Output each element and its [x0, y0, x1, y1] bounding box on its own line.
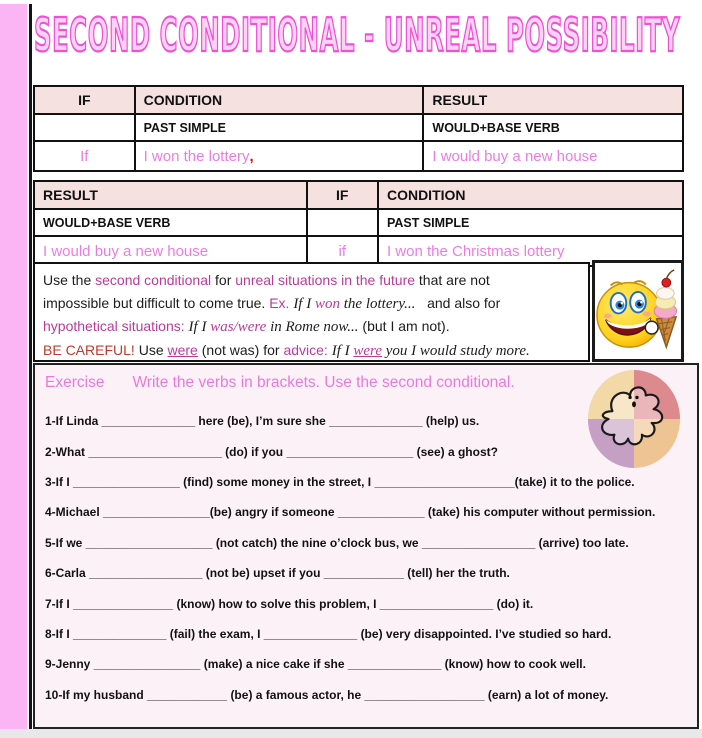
explanation-highlight: advice: — [283, 341, 332, 358]
example-cell-result: I would buy a new house — [34, 236, 307, 266]
table-example-row — [34, 141, 683, 171]
explanation-line-2 — [43, 292, 580, 316]
explanation-highlight: second conditional — [95, 272, 212, 288]
example-condition-comma: , — [249, 147, 254, 165]
table-header-row — [34, 181, 683, 209]
explanation-text: (but I am not). — [358, 318, 450, 334]
explanation-highlight: Ex. — [269, 294, 294, 311]
header-cell-condition: CONDITION — [135, 86, 424, 114]
example-cell-if: If — [34, 141, 135, 171]
exercise-instruction: Write the verbs in brackets. Use the second conditional. — [132, 374, 515, 391]
warning-text: BE CAREFUL! — [43, 341, 135, 358]
question-7: 7-If I _______________ (know) how to solve this problem, I _________________ (do) it. — [45, 596, 534, 611]
question-3: 3-If I ________________ (find) some money in the street, I _____________________(take) it to the police. — [45, 474, 635, 489]
explanation-example: in Rome now... — [266, 319, 359, 335]
subheader-cell-past-simple: PAST SIMPLE — [378, 209, 683, 236]
explanation-example: you I would study more. — [381, 342, 530, 359]
subheader-cell-would-base: WOULD+BASE VERB — [423, 114, 683, 141]
ghost-color-wheel-image — [585, 367, 683, 471]
question-9: 9-Jenny ________________ (make) a nice cake if she ______________ (know) how to cook well. — [45, 657, 586, 672]
explanation-example: If I — [293, 295, 315, 312]
header-cell-if: IF — [34, 86, 135, 114]
explanation-text: Use the — [43, 272, 96, 288]
table-subheader-row — [34, 209, 683, 236]
ghost-icon — [585, 367, 683, 471]
subheader-cell-empty — [34, 114, 135, 141]
explanation-example-highlight: was/were — [210, 319, 267, 335]
smiley-icecream-icon — [595, 263, 681, 359]
bottom-page-edge — [0, 729, 702, 738]
question-5: 5-If we ___________________ (not catch) the nine o’clock bus, we _________________ (arrive) too late. — [45, 535, 629, 550]
explanation-example-highlight: won — [314, 295, 340, 312]
example-condition-text: I won the lottery — [143, 147, 250, 165]
explanation-text: Use — [134, 341, 168, 358]
explanation-text: that are not — [415, 272, 490, 288]
explanation-text: impossible but difficult to come true. — [43, 294, 270, 311]
explanation-line-3 — [43, 315, 580, 339]
page-title: SECOND CONDITIONAL - UNREAL POSSIBILITY — [34, 8, 681, 62]
conditional-table-if-first — [33, 85, 684, 172]
header-cell-condition: CONDITION — [378, 181, 683, 209]
example-cell-if: if — [307, 236, 378, 266]
exercise-label: Exercise — [45, 374, 105, 391]
exercise-section — [33, 363, 699, 729]
subheader-cell-past-simple: PAST SIMPLE — [135, 114, 424, 141]
left-pink-strip — [0, 4, 27, 729]
question-1: 1-If Linda ______________ here (be), I’m sure she ______________ (help) us. — [45, 414, 480, 429]
example-cell-condition — [135, 141, 424, 171]
explanation-highlight: unreal situations in the future — [235, 272, 416, 288]
question-2: 2-What ____________________ (do) if you ___________________ (see) a ghost? — [45, 444, 498, 459]
header-cell-result: RESULT — [34, 181, 307, 209]
explanation-box — [33, 262, 590, 362]
explanation-underlined-were: were — [167, 341, 198, 358]
header-cell-if: IF — [307, 181, 378, 209]
explanation-highlight: hypothetical situations: — [43, 318, 189, 334]
question-6: 6-Carla _________________ (not be) upset if you ____________ (tell) her the truth. — [45, 566, 510, 581]
question-8: 8-If I ______________ (fail) the exam, I ______________ (be) very disappointed. I’ve studied so hard. — [45, 626, 612, 641]
smiley-icecream-image-frame — [592, 260, 684, 362]
explanation-example: If I — [331, 342, 354, 359]
question-10: 10-If my husband ____________ (be) a famous actor, he __________________ (earn) a lot of money. — [45, 687, 609, 702]
explanation-text: and also for — [415, 294, 501, 311]
left-border-line — [29, 4, 32, 729]
explanation-line-4 — [43, 339, 580, 363]
example-cell-result: I would buy a new house — [423, 141, 683, 171]
table-subheader-row — [34, 114, 683, 141]
header-cell-result: RESULT — [423, 86, 683, 114]
explanation-line-1 — [43, 269, 580, 292]
question-4: 4-Michael ________________(be) angry if someone _____________ (take) his computer without permission. — [45, 505, 656, 520]
explanation-example: If I — [188, 319, 211, 335]
table-header-row — [34, 86, 683, 114]
explanation-underlined-were: were — [353, 342, 382, 359]
example-cell-condition: I won the Christmas lottery — [378, 236, 683, 266]
subheader-cell-would-base: WOULD+BASE VERB — [34, 209, 307, 236]
subheader-cell-empty — [307, 209, 378, 236]
explanation-example: the lottery... — [340, 295, 416, 312]
explanation-text: (not was) for — [197, 341, 284, 358]
explanation-text: for — [211, 272, 236, 288]
conditional-table-result-first — [33, 180, 684, 267]
